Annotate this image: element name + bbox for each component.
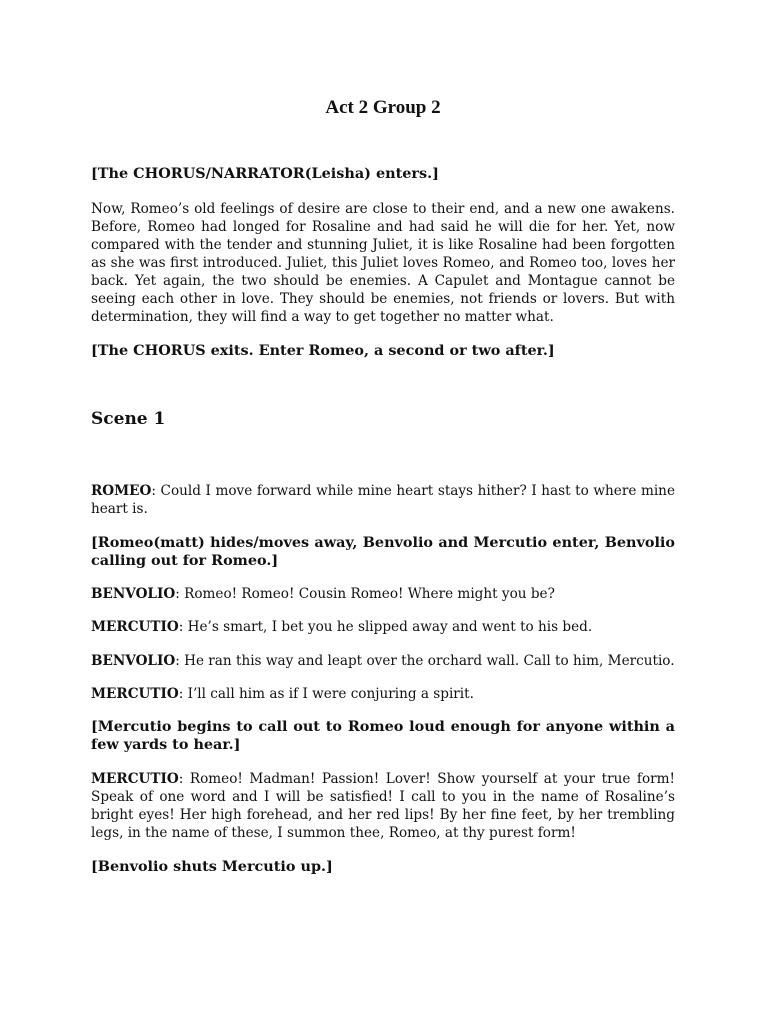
speaker-name: MERCUTIO: [91, 619, 179, 635]
stage-direction-chorus-enters: [The CHORUS/NARRATOR(Leisha) enters.]: [91, 165, 439, 182]
scene-heading: Scene 1: [91, 409, 166, 429]
dialogue-line-benvolio: [91, 585, 675, 603]
dialogue-line-mercutio: [91, 618, 675, 636]
dialogue-line-mercutio: [91, 685, 675, 703]
stage-direction-mercutio-calls: [Mercutio begins to call out to Romeo loud enough for anyone within a few yards to hear.]: [91, 718, 675, 753]
dialogue-text: : Could I move forward while mine heart stays hither? I hast to where mine heart is.: [91, 483, 675, 517]
document-title: Act 2 Group 2: [325, 97, 441, 118]
speaker-name: MERCUTIO: [91, 686, 179, 702]
speaker-name: BENVOLIO: [91, 653, 176, 669]
stage-direction-romeo-hides: [Romeo(matt) hides/moves away, Benvolio and Mercutio enter, Benvolio calling out for Romeo.]: [91, 534, 675, 569]
dialogue-text: : He’s smart, I bet you he slipped away and went to his bed.: [178, 619, 593, 635]
dialogue-text: : Romeo! Madman! Passion! Lover! Show yourself at your true form! Speak of one word and I will be satisfied! I call to you in the name of Rosaline’s bright eyes! Her high forehead, and her red lips! By her fine feet, by her trembling legs, in the name of these, I summon thee, Romeo, at thy purest form!: [91, 771, 675, 841]
document-page: [91, 0, 675, 1024]
stage-direction-chorus-exits: [The CHORUS exits. Enter Romeo, a second or two after.]: [91, 342, 555, 359]
dialogue-text: : I’ll call him as if I were conjuring a spirit.: [178, 686, 474, 702]
dialogue-line-romeo: [91, 482, 675, 518]
stage-direction-benvolio-shuts: [Benvolio shuts Mercutio up.]: [91, 858, 333, 875]
dialogue-text: : Romeo! Romeo! Cousin Romeo! Where might you be?: [175, 586, 555, 602]
speaker-name: ROMEO: [91, 483, 152, 499]
speaker-name: BENVOLIO: [91, 586, 176, 602]
speaker-name: MERCUTIO: [91, 771, 179, 787]
dialogue-line-benvolio: [91, 652, 675, 670]
dialogue-line-mercutio: [91, 770, 675, 842]
chorus-narration: Now, Romeo’s old feelings of desire are close to their end, and a new one awakens. Before, Romeo had longed for Rosaline and had said he will die for her. Yet, now compared with the tender and stunning Juliet, it is like Rosaline had been forgotten as she was first introduced. Juliet, this Juliet loves Romeo, and Romeo too, loves her back. Yet again, the two should be enemies. A Capulet and Montague cannot be seeing each other in love. They should be enemies, not friends or lovers. But with determination, they will find a way to get together no matter what.: [91, 201, 675, 325]
dialogue-text: : He ran this way and leapt over the orchard wall. Call to him, Mercutio.: [175, 653, 675, 669]
